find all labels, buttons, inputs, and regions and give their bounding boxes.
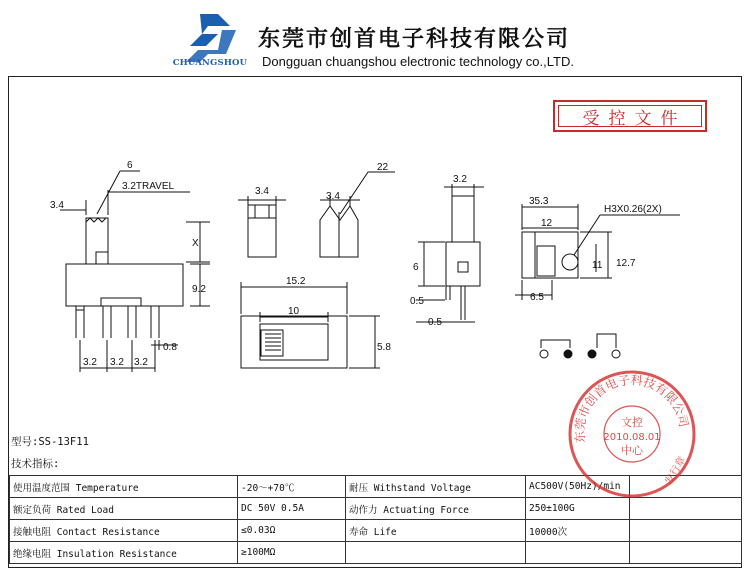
dim-6-side: 6 [413,262,419,273]
dim-3-4-left: 3.4 [50,200,64,211]
company-name-cn: 东莞市创首电子科技有限公司 [258,26,571,52]
dim-5-8: 5.8 [377,342,391,353]
table-cell: ≥100MΩ [238,542,346,564]
company-seal-stamp [566,368,698,500]
dim-6-5: 6.5 [530,292,544,303]
table-cell: 耐压 Withstand Voltage [346,476,526,498]
seal-center-top: 文控 [621,416,643,429]
table-cell: 10000次 [526,520,630,542]
spec-title: 技术指标: [11,458,60,470]
table-cell: ≤0.03Ω [238,520,346,542]
table-cell [526,542,630,564]
table-cell [630,542,742,564]
dim-h3x: H3X0.26(2X) [604,204,662,215]
actuator-detail-view [238,172,395,257]
top-view [241,282,380,368]
table-cell: 接触电阻 Contact Resistance [10,520,238,542]
side-view [416,184,484,322]
controlled-document-label: 受控文件 [582,108,687,129]
table-cell: 寿命 Life [346,520,526,542]
table-cell: -20～+70℃ [238,476,346,498]
seal-center-bottom: 中心 [621,444,643,457]
dim-3-2-side: 3.2 [453,174,467,185]
table-cell [346,542,526,564]
seal-side-text: 发行章 [663,455,689,487]
dim-12: 12 [541,218,553,229]
dim-11: 11 [592,260,603,271]
table-row [10,498,742,520]
dim-3-4-top2: 3.4 [326,191,340,202]
dim-9-2: 9.2 [192,284,206,295]
dim-35-3: 35.3 [529,196,549,207]
dim-12-7: 12.7 [616,258,636,269]
table-cell: AC500V(50Hz)/min [526,476,630,498]
dim-3-2-b: 3.2 [110,357,124,368]
dim-3-2-c: 3.2 [134,357,148,368]
pcb-layout-view [515,204,680,300]
dim-3-2-a: 3.2 [83,357,97,368]
company-name-en: Dongguan chuangshou electronic technology co.,LTD. [262,54,574,69]
seal-date: 2010.08.01 [603,432,661,443]
dim-0-8: 0.8 [163,342,177,353]
table-row [10,542,742,564]
model-number: 型号:SS-13F11 [11,436,89,448]
logo-text: CHUANGSHOU [172,58,248,68]
circuit-symbol [540,334,620,358]
dim-3-4-top: 3.4 [255,186,269,197]
dim-22: 22 [377,162,389,173]
dim-0-5-b: 0.5 [428,317,442,328]
table-cell: 250±100G [526,498,630,520]
table-cell: 绝缘电阻 Insulation Resistance [10,542,238,564]
dim-x: X [192,238,199,249]
seal-ring-text: 东莞市创首电子科技有限公司 [572,372,691,444]
table-cell: DC 50V 0.5A [238,498,346,520]
table-row [10,520,742,542]
table-cell [630,498,742,520]
dim-6: 6 [127,160,133,171]
table-cell: 额定负荷 Rated Load [10,498,238,520]
front-view [60,171,210,372]
dim-10: 10 [288,306,300,317]
table-cell: 使用温度范围 Temperature [10,476,238,498]
dim-travel: 3.2TRAVEL [122,181,175,192]
dim-15-2: 15.2 [286,276,306,287]
dim-0-5-a: 0.5 [410,296,424,307]
table-cell: 动作力 Actuating Force [346,498,526,520]
table-cell [630,520,742,542]
